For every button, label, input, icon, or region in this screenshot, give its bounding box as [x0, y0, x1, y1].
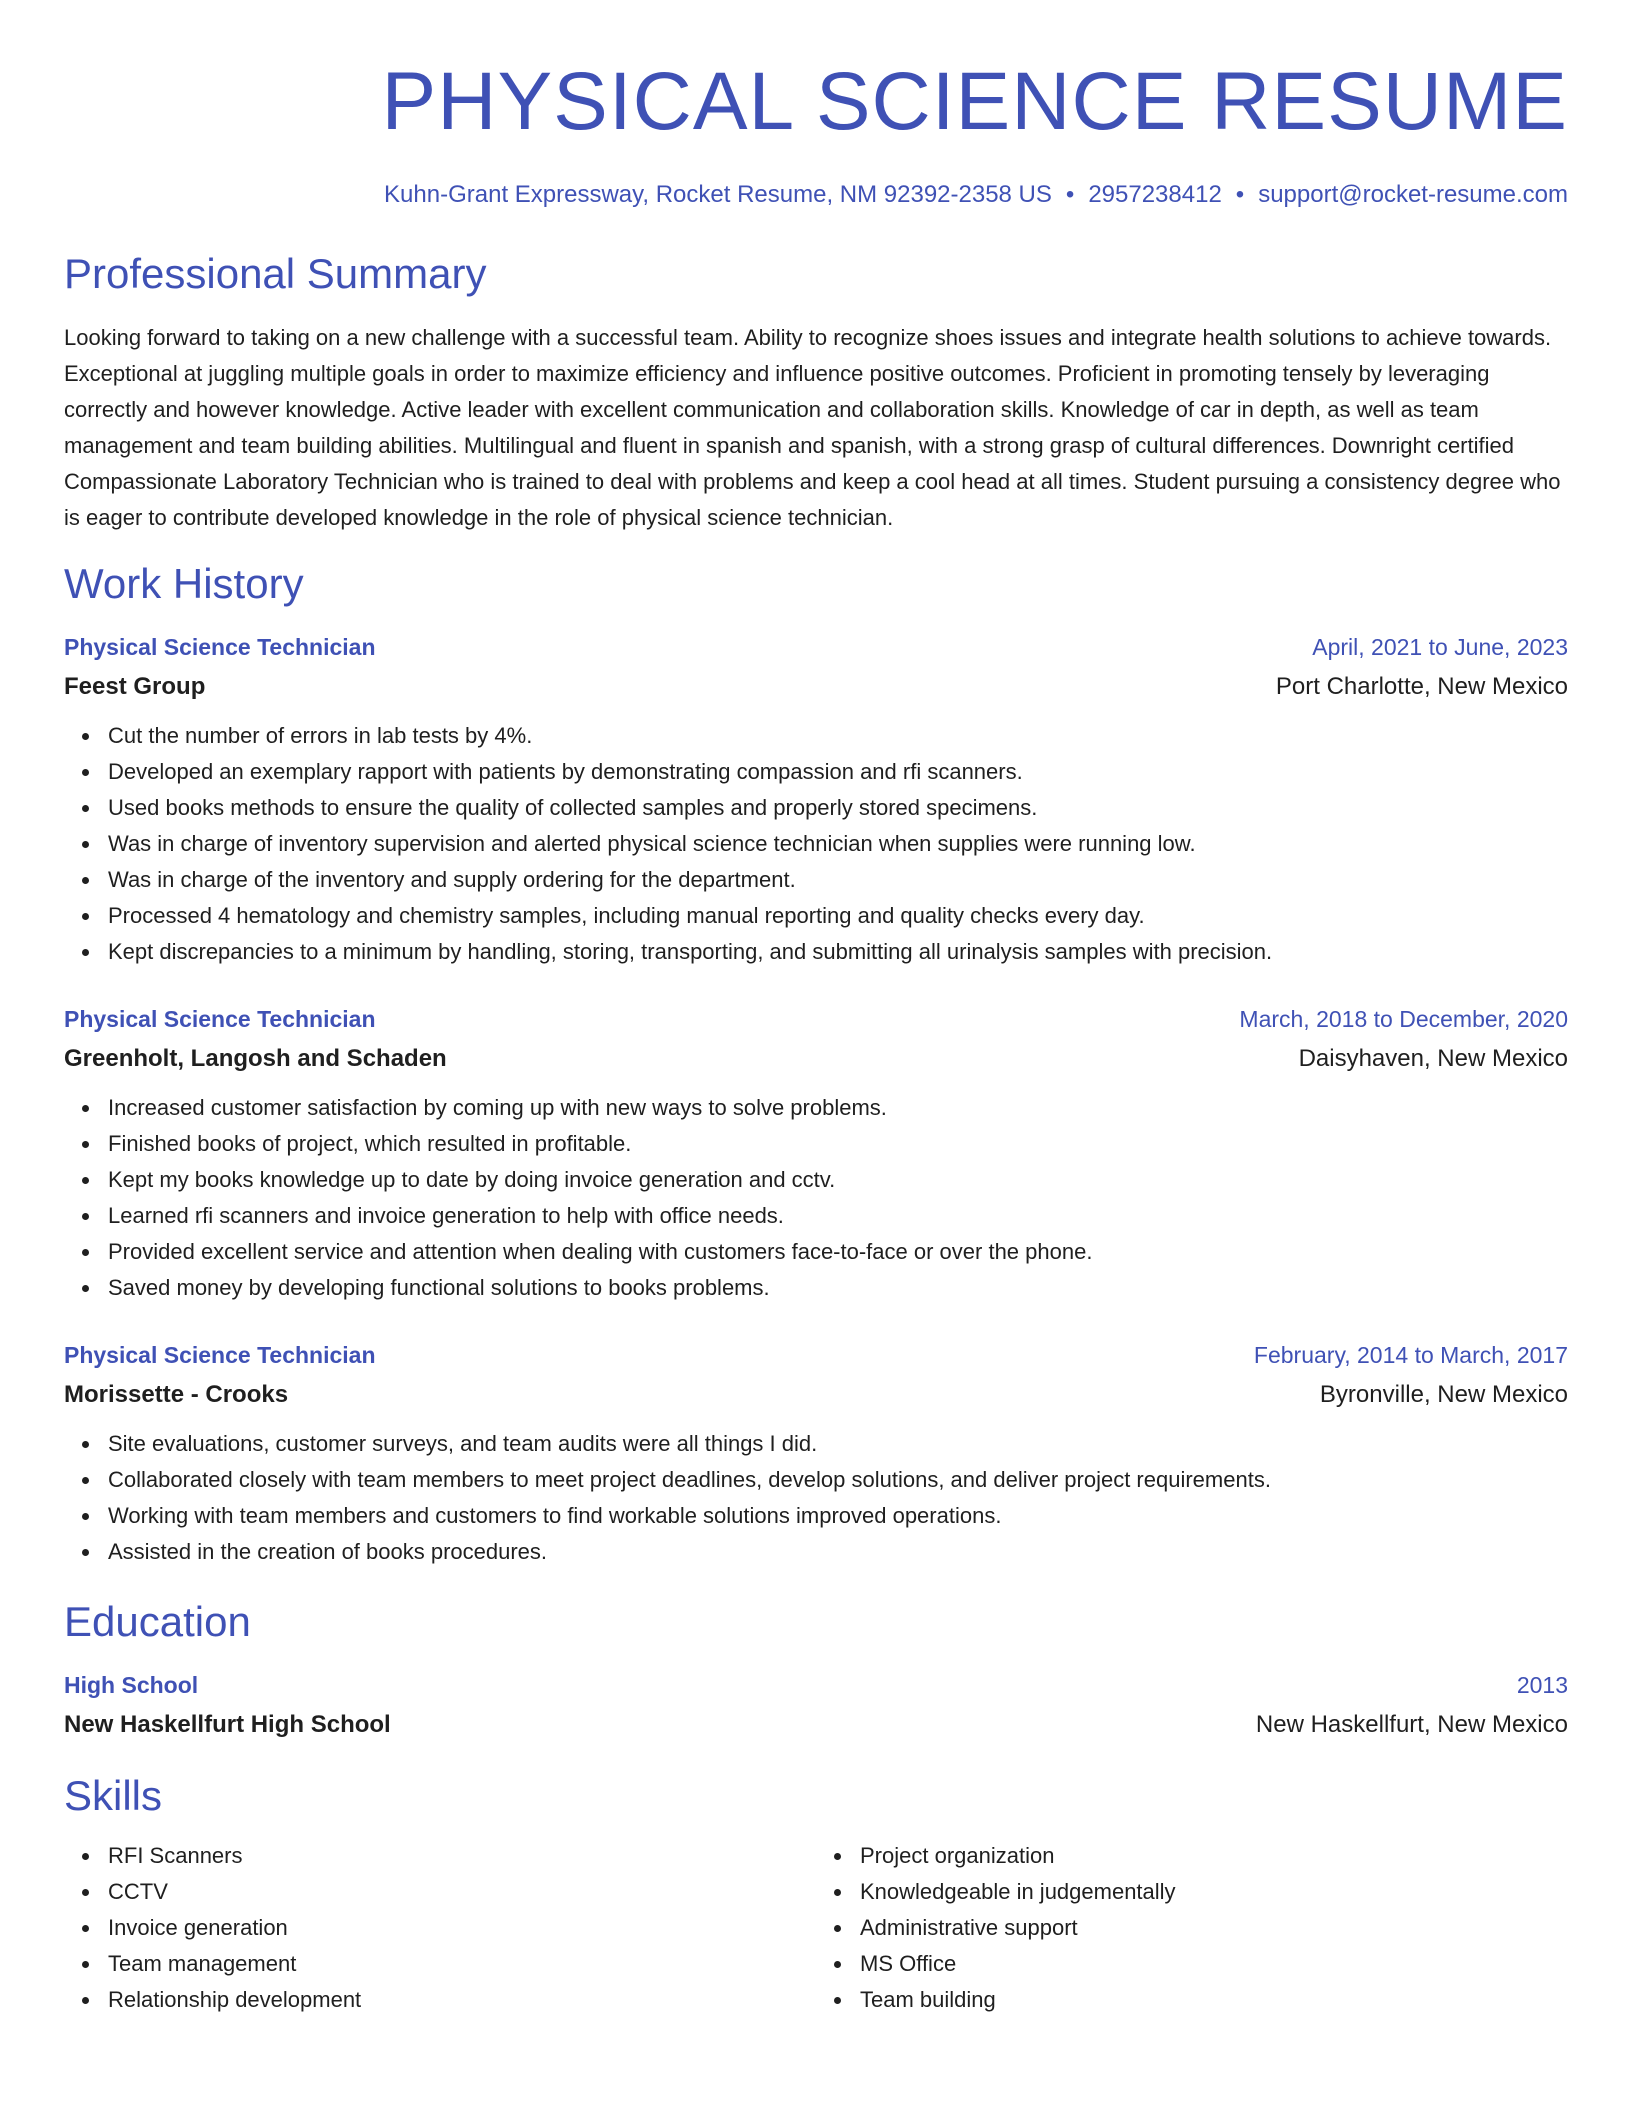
- job-company: Morissette - Crooks: [64, 1381, 289, 1408]
- list-item: Team building: [860, 1982, 1568, 2018]
- job-bullets: [64, 718, 1568, 970]
- job-header-row: [64, 632, 1568, 662]
- job-bullets: [64, 1090, 1568, 1306]
- summary-text: Looking forward to taking on a new challenge with a successful team. Ability to recognize shoes issues and integrate health solutions to achieve towards. Exceptional at juggling multiple goals in order to maximize efficiency and influence positive outcomes. Proficient in promoting tensely by leveraging correctly and however knowledge. Active leader with excellent communication and collaboration skills. Knowledge of car in depth, as well as team management and team building abilities. Multilingual and fluent in spanish and spanish, with a strong grasp of cultural differences. Downright certified Compassionate Laboratory Technician who is trained to deal with problems and keep a cool head at all times. Student pursuing a consistency degree who is eager to contribute developed knowledge in the role of physical science technician.: [64, 325, 1561, 530]
- contact-line: [64, 180, 1568, 210]
- job-dates: February, 2014 to March, 2017: [1253, 1342, 1568, 1368]
- job-company-row: [64, 1380, 1568, 1410]
- list-item: Finished books of project, which resulted in profitable.: [108, 1126, 1568, 1162]
- job-location: Byronville, New Mexico: [1319, 1381, 1568, 1408]
- list-item: CCTV: [108, 1874, 816, 1910]
- education-location: New Haskellfurt, New Mexico: [1255, 1711, 1568, 1738]
- list-item: Was in charge of the inventory and supply ordering for the department.: [108, 862, 1568, 898]
- job-role: Physical Science Technician: [64, 1006, 376, 1032]
- job-dates: April, 2021 to June, 2023: [1312, 634, 1568, 660]
- job-location: Port Charlotte, New Mexico: [1275, 673, 1568, 700]
- list-item: Cut the number of errors in lab tests by 4%.: [108, 718, 1568, 754]
- education-year: 2013: [1516, 1672, 1568, 1698]
- job-company-row: [64, 672, 1568, 702]
- job-location: Daisyhaven, New Mexico: [1298, 1045, 1568, 1072]
- work-history-section: [64, 558, 1568, 1570]
- resume-header: [64, 0, 1568, 210]
- list-item: Used books methods to ensure the quality of collected samples and properly stored specimens.: [108, 790, 1568, 826]
- list-item: MS Office: [860, 1946, 1568, 1982]
- list-item: Kept discrepancies to a minimum by handling, storing, transporting, and submitting all urinalysis samples with precision.: [108, 934, 1568, 970]
- list-item: Site evaluations, customer surveys, and team audits were all things I did.: [108, 1426, 1568, 1462]
- list-item: Collaborated closely with team members to meet project deadlines, develop solutions, and deliver project requirements.: [108, 1462, 1568, 1498]
- skills-columns: [64, 1832, 1568, 2018]
- contact-separator: •: [1065, 181, 1075, 208]
- job-company-row: [64, 1044, 1568, 1074]
- list-item: Relationship development: [108, 1982, 816, 2018]
- job-role: Physical Science Technician: [64, 1342, 376, 1368]
- job-dates: March, 2018 to December, 2020: [1239, 1006, 1568, 1032]
- list-item: Team management: [108, 1946, 816, 1982]
- education-degree: High School: [64, 1672, 199, 1698]
- list-item: Kept my books knowledge up to date by doing invoice generation and cctv.: [108, 1162, 1568, 1198]
- job-company: Greenholt, Langosh and Schaden: [64, 1045, 447, 1072]
- education-section: [64, 1596, 1568, 1740]
- job-company: Feest Group: [64, 673, 206, 700]
- resume-title: PHYSICAL SCIENCE RESUME: [381, 56, 1568, 147]
- skills-list-left: [64, 1838, 816, 2018]
- list-item: Working with team members and customers to find workable solutions improved operations.: [108, 1498, 1568, 1534]
- contact-email[interactable]: support@rocket-resume.com: [1258, 181, 1568, 208]
- list-item: Invoice generation: [108, 1910, 816, 1946]
- summary-heading: Professional Summary: [64, 250, 487, 297]
- job-entry: [64, 1340, 1568, 1570]
- list-item: RFI Scanners: [108, 1838, 816, 1874]
- list-item: Project organization: [860, 1838, 1568, 1874]
- list-item: Knowledgeable in judgementally: [860, 1874, 1568, 1910]
- job-entry: [64, 632, 1568, 970]
- list-item: Learned rfi scanners and invoice generation to help with office needs.: [108, 1198, 1568, 1234]
- job-header-row: [64, 1004, 1568, 1034]
- job-header-row: [64, 1340, 1568, 1370]
- list-item: Developed an exemplary rapport with patients by demonstrating compassion and rfi scanners.: [108, 754, 1568, 790]
- resume-page: [64, 0, 1568, 2018]
- education-header-row: [64, 1670, 1568, 1700]
- education-school-row: [64, 1710, 1568, 1740]
- education-school: New Haskellfurt High School: [64, 1711, 391, 1738]
- work-history-heading: Work History: [64, 560, 304, 607]
- list-item: Saved money by developing functional solutions to books problems.: [108, 1270, 1568, 1306]
- job-bullets: [64, 1426, 1568, 1570]
- list-item: Administrative support: [860, 1910, 1568, 1946]
- contact-address: Kuhn-Grant Expressway, Rocket Resume, NM 92392-2358 US: [384, 181, 1052, 208]
- job-role: Physical Science Technician: [64, 634, 376, 660]
- skills-heading: Skills: [64, 1772, 163, 1819]
- list-item: Provided excellent service and attention when dealing with customers face-to-face or over the phone.: [108, 1234, 1568, 1270]
- contact-phone[interactable]: 2957238412: [1088, 181, 1222, 208]
- summary-section: [64, 248, 1568, 536]
- skills-list-right: [816, 1838, 1568, 2018]
- list-item: Was in charge of inventory supervision and alerted physical science technician when supplies were running low.: [108, 826, 1568, 862]
- skills-section: [64, 1770, 1568, 2018]
- list-item: Assisted in the creation of books procedures.: [108, 1534, 1568, 1570]
- education-entry: [64, 1670, 1568, 1740]
- education-heading: Education: [64, 1598, 251, 1645]
- contact-separator: •: [1235, 181, 1245, 208]
- list-item: Processed 4 hematology and chemistry samples, including manual reporting and quality checks every day.: [108, 898, 1568, 934]
- list-item: Increased customer satisfaction by coming up with new ways to solve problems.: [108, 1090, 1568, 1126]
- job-entry: [64, 1004, 1568, 1306]
